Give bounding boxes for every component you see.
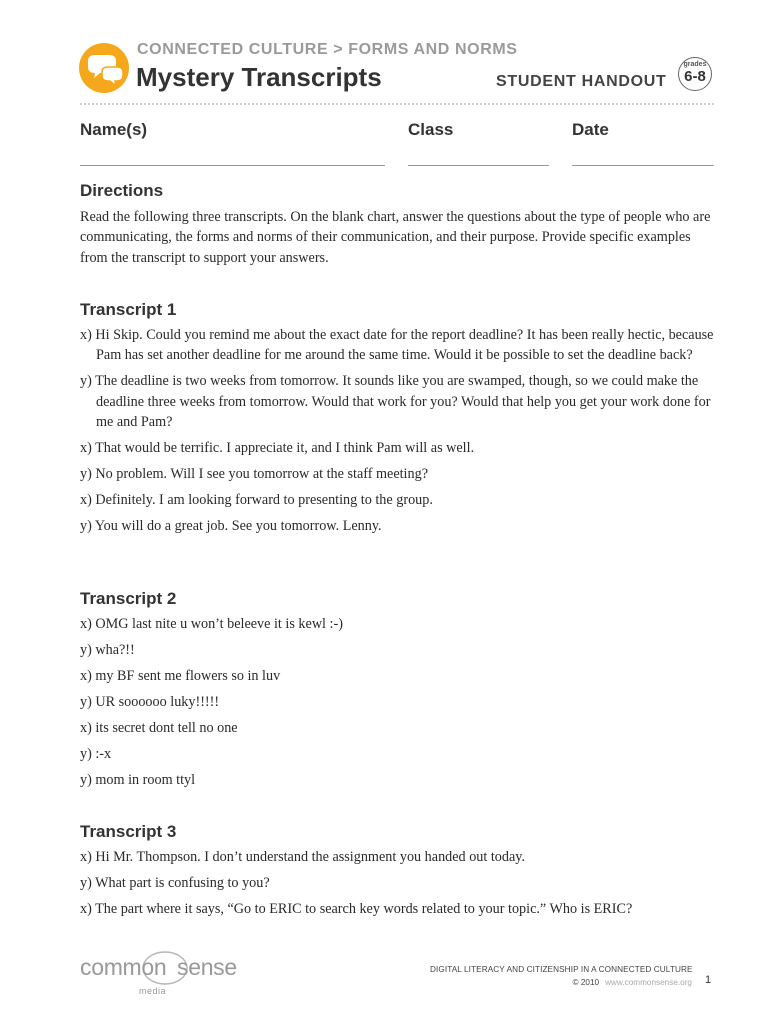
student-handout-label: STUDENT HANDOUT <box>496 73 667 90</box>
grade-label: grades <box>683 61 707 68</box>
transcript-3 <box>80 847 720 925</box>
list-item: y) :-x <box>80 745 112 762</box>
list-item: x) my BF sent me flowers so in luv <box>80 667 281 684</box>
list-item: x) OMG last nite u won’t beleeve it is kewl :-) <box>80 616 343 632</box>
grade-badge <box>678 57 712 91</box>
class-label: Class <box>408 120 454 139</box>
copyright-text: © 2010 <box>572 978 600 987</box>
class-input-line[interactable] <box>408 165 549 166</box>
footer-tagline: DIGITAL LITERACY AND CITIZENSHIP IN A CONNECTED CULTURE <box>430 965 693 974</box>
directions-heading: Directions <box>80 181 164 200</box>
names-label: Name(s) <box>80 120 148 139</box>
date-input-line[interactable] <box>572 165 714 166</box>
page-title: Mystery Transcripts <box>136 62 382 92</box>
list-item: y) You will do a great job. See you tomorrow. Lenny. <box>80 517 382 534</box>
list-item: y) wha?!! <box>80 641 135 658</box>
transcript-2 <box>80 614 720 796</box>
transcript-heading: Transcript 3 <box>80 822 177 841</box>
grade-range: 6-8 <box>684 68 706 85</box>
logo-word-common: common <box>80 954 167 980</box>
list-item: y) mom in room ttyl <box>80 771 196 788</box>
page-number: 1 <box>705 974 712 986</box>
logo-word-media: media <box>139 986 167 996</box>
footer-url[interactable]: www.commonsense.org <box>605 978 692 987</box>
footer-copyright <box>430 978 692 987</box>
speech-bubbles-icon <box>78 42 130 94</box>
breadcrumb: CONNECTED CULTURE > FORMS AND NORMS <box>137 41 518 58</box>
list-item: x) Hi Mr. Thompson. I don’t understand the assignment you handed out today. <box>80 849 526 865</box>
list-item: x) The part where it says, “Go to ERIC to search key words related to your topic.” Who is ERIC? <box>80 900 633 917</box>
transcript-1 <box>80 325 720 542</box>
list-item: y) No problem. Will I see you tomorrow at the staff meeting? <box>80 465 428 482</box>
list-item: x) Hi Skip. Could you remind me about the exact date for the report deadline? It has been really hectic, because Pam has set another deadline for me around the same time. Would it be possible to set the deadline back? <box>80 327 714 364</box>
names-input-line[interactable] <box>80 165 385 166</box>
transcript-heading: Transcript 2 <box>80 589 177 608</box>
list-item: x) its secret dont tell no one <box>80 719 238 736</box>
list-item: x) Definitely. I am looking forward to presenting to the group. <box>80 491 433 508</box>
directions-text: Read the following three transcripts. On the blank chart, answer the questions about the type of people who are communicating, the forms and norms of their communication, and their purpose. Provide specific examples from the transcript to support your answers. <box>80 209 711 266</box>
common-sense-media-logo <box>80 950 240 1000</box>
list-item: y) The deadline is two weeks from tomorrow. It sounds like you are swamped, though, so we could make the deadline three weeks from tomorrow. Would that work for you? Would that help you get your work done for me and Pam? <box>80 373 711 430</box>
header-divider <box>80 103 714 105</box>
list-item: y) What part is confusing to you? <box>80 874 270 891</box>
date-label: Date <box>572 120 609 139</box>
logo-word-sense: sense <box>177 954 237 980</box>
list-item: y) UR soooooo luky!!!!! <box>80 693 220 710</box>
list-item: x) That would be terrific. I appreciate it, and I think Pam will as well. <box>80 439 475 456</box>
transcript-heading: Transcript 1 <box>80 300 177 319</box>
